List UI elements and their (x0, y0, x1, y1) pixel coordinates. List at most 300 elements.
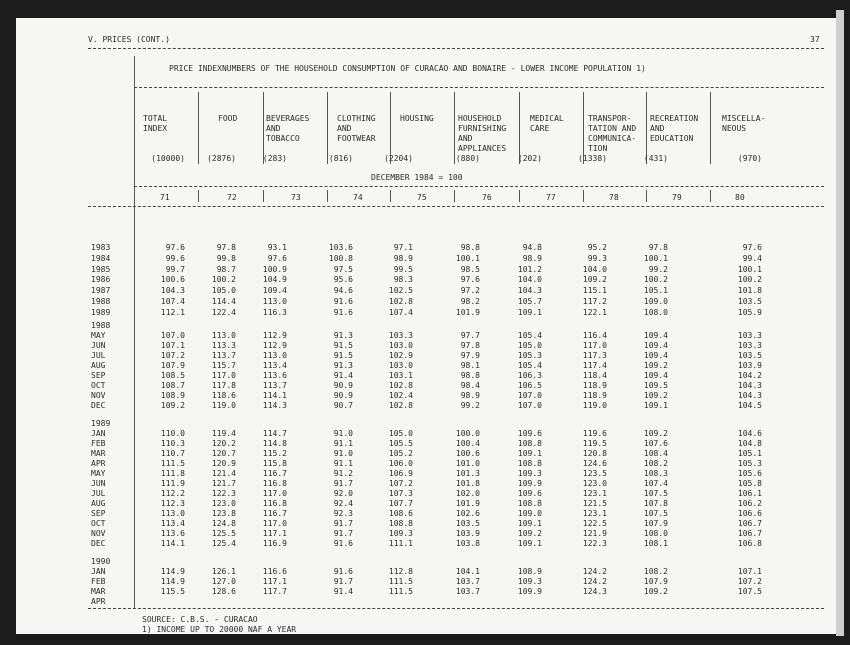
table-cell: 99.3 (587, 253, 607, 263)
column-number: 73 (291, 193, 301, 202)
table-cell: 107.9 (643, 577, 668, 586)
table-cell: 103.5 (737, 297, 762, 306)
table-cell: 124.2 (582, 567, 607, 576)
column-header: CARE (530, 124, 550, 133)
table-cell: 114.4 (211, 297, 236, 306)
table-cell: 119.4 (211, 429, 236, 438)
table-cell: 117.7 (262, 587, 287, 596)
table-cell: 100.1 (643, 253, 668, 263)
table-cell: 98.5 (460, 264, 480, 274)
row-period: DEC (91, 539, 106, 548)
table-cell: 107.4 (388, 307, 413, 317)
table-cell: 113.4 (160, 519, 185, 528)
table-cell: 107.0 (517, 391, 542, 400)
source-note: SOURCE: C.B.S. - CURACAO (142, 615, 258, 624)
column-number: 75 (417, 193, 427, 202)
row-period: FEB (91, 439, 106, 448)
table-cell: 91.7 (333, 479, 353, 488)
column-number: 78 (609, 193, 619, 202)
table-cell: 104.0 (582, 264, 607, 274)
row-period: 1985 (91, 264, 111, 274)
table-cell: 104.9 (262, 275, 287, 285)
table-cell: 105.2 (388, 449, 413, 458)
table-cell: 113.4 (262, 361, 287, 370)
table-cell: 109.2 (643, 587, 668, 596)
column-number: 71 (160, 193, 170, 202)
table-cell: 98.1 (460, 361, 480, 370)
table-cell: 98.8 (460, 243, 480, 252)
table-cell: 102.8 (388, 381, 413, 390)
column-header: AND (266, 124, 281, 133)
table-cell: 98.4 (460, 381, 480, 390)
table-cell: 91.6 (333, 539, 353, 548)
table-cell: 98.9 (460, 391, 480, 400)
table-cell: 103.7 (455, 587, 480, 596)
row-period: 1989 (91, 307, 111, 317)
table-cell: 105.4 (517, 331, 542, 340)
table-cell: 117.0 (262, 489, 287, 498)
table-cell: 123.1 (582, 509, 607, 518)
table-cell: 124.6 (582, 459, 607, 468)
divider (88, 48, 824, 49)
table-cell: 104.1 (455, 567, 480, 576)
column-header: TOTAL (143, 114, 168, 123)
table-cell: 120.7 (211, 449, 236, 458)
table-cell: 91.0 (333, 429, 353, 438)
table-cell: 120.2 (211, 439, 236, 448)
table-cell: 100.8 (328, 253, 353, 263)
table-cell: 122.3 (211, 489, 236, 498)
table-cell: 111.5 (388, 587, 413, 596)
row-period: FEB (91, 577, 106, 586)
table-cell: 111.1 (388, 539, 413, 548)
table-cell: 91.7 (333, 529, 353, 538)
table-cell: 121.7 (211, 479, 236, 488)
column-separator (198, 190, 199, 202)
table-cell: 91.1 (333, 459, 353, 468)
table-cell: 100.1 (455, 253, 480, 263)
table-cell: 123.1 (582, 489, 607, 498)
table-cell: 91.5 (333, 341, 353, 350)
table-cell: 106.0 (388, 459, 413, 468)
row-period: JUN (91, 479, 106, 488)
table-cell: 97.5 (333, 264, 353, 274)
table-cell: 100.2 (643, 275, 668, 285)
row-period: JAN (91, 429, 106, 438)
table-cell: 109.4 (643, 341, 668, 350)
table-cell: 109.1 (517, 519, 542, 528)
table-cell: 103.1 (388, 371, 413, 380)
table-cell: 104.5 (737, 401, 762, 410)
table-cell: 105.0 (211, 286, 236, 296)
column-header: NEOUS (722, 124, 747, 133)
table-cell: 109.2 (517, 529, 542, 538)
column-separator (390, 190, 391, 202)
table-cell: 105.5 (388, 439, 413, 448)
table-cell: 112.9 (262, 331, 287, 340)
table-cell: 107.3 (388, 489, 413, 498)
table-cell: 109.6 (517, 429, 542, 438)
table-cell: 111.8 (160, 469, 185, 478)
table-cell: 109.4 (262, 286, 287, 296)
table-cell: 108.2 (643, 459, 668, 468)
table-cell: 102.5 (388, 286, 413, 296)
table-cell: 104.6 (737, 429, 762, 438)
table-cell: 116.9 (262, 539, 287, 548)
table-cell: 99.2 (648, 264, 668, 274)
base-period: DECEMBER 1984 = 100 (371, 173, 463, 182)
column-header: APPLIANCES (458, 144, 507, 153)
table-cell: 102.8 (388, 401, 413, 410)
table-cell: 107.9 (643, 519, 668, 528)
table-cell: 106.9 (388, 469, 413, 478)
table-cell: 91.3 (333, 331, 353, 340)
column-weight: (816) (328, 154, 353, 163)
column-header: HOUSING (400, 114, 434, 123)
column-header: EDUCATION (650, 134, 694, 143)
table-cell: 97.8 (648, 243, 668, 252)
table-cell: 103.3 (737, 341, 762, 350)
table-cell: 113.0 (211, 331, 236, 340)
table-cell: 93.1 (267, 243, 287, 252)
column-separator (646, 190, 647, 202)
table-cell: 107.9 (160, 361, 185, 370)
page-number: 37 (810, 35, 820, 44)
table-cell: 114.1 (262, 391, 287, 400)
table-cell: 124.2 (582, 577, 607, 586)
table-cell: 91.2 (333, 469, 353, 478)
table-cell: 103.6 (328, 243, 353, 252)
table-cell: 125.4 (211, 539, 236, 548)
table-cell: 112.9 (262, 341, 287, 350)
table-cell: 112.8 (388, 567, 413, 576)
table-cell: 95.2 (587, 243, 607, 252)
table-title: PRICE INDEXNUMBERS OF THE HOUSEHOLD CONSUMPTION OF CURACAO AND BONAIRE - LOWER INCOME POPULATION 1) (169, 64, 646, 73)
table-cell: 118.9 (582, 391, 607, 400)
row-period: MAR (91, 587, 106, 596)
table-cell: 104.3 (517, 286, 542, 296)
table-cell: 97.8 (460, 341, 480, 350)
table-cell: 115.1 (582, 286, 607, 296)
table-cell: 124.3 (582, 587, 607, 596)
row-period: OCT (91, 381, 106, 390)
table-cell: 112.3 (160, 499, 185, 508)
row-period: MAR (91, 449, 106, 458)
table-cell: 113.7 (262, 381, 287, 390)
table-cell: 108.5 (160, 371, 185, 380)
table-cell: 105.0 (388, 429, 413, 438)
table-cell: 103.0 (388, 361, 413, 370)
table-cell: 109.2 (643, 429, 668, 438)
table-cell: 109.4 (643, 371, 668, 380)
column-header: AND (458, 134, 473, 143)
table-cell: 117.1 (262, 577, 287, 586)
table-cell: 109.9 (517, 479, 542, 488)
table-cell: 104.3 (737, 381, 762, 390)
table-cell: 101.3 (455, 469, 480, 478)
row-period: MAY (91, 331, 106, 340)
table-cell: 113.0 (160, 509, 185, 518)
table-cell: 116.4 (582, 331, 607, 340)
table-cell: 108.2 (643, 567, 668, 576)
table-cell: 107.8 (643, 499, 668, 508)
document-page (16, 18, 836, 634)
table-cell: 110.7 (160, 449, 185, 458)
column-number: 77 (546, 193, 556, 202)
table-cell: 100.2 (737, 275, 762, 285)
table-cell: 97.9 (460, 351, 480, 360)
table-cell: 97.2 (460, 286, 480, 296)
table-cell: 108.3 (643, 469, 668, 478)
table-cell: 114.1 (160, 539, 185, 548)
table-cell: 103.8 (455, 539, 480, 548)
table-cell: 121.5 (582, 499, 607, 508)
table-cell: 109.1 (643, 401, 668, 410)
table-cell: 109.4 (643, 351, 668, 360)
table-cell: 105.9 (737, 307, 762, 317)
table-cell: 123.8 (211, 509, 236, 518)
table-cell: 105.8 (737, 479, 762, 488)
table-cell: 113.3 (211, 341, 236, 350)
table-cell: 118.6 (211, 391, 236, 400)
table-cell: 117.8 (211, 381, 236, 390)
table-cell: 122.4 (211, 307, 236, 317)
table-cell: 105.7 (517, 297, 542, 306)
table-cell: 99.8 (216, 253, 236, 263)
table-cell: 125.5 (211, 529, 236, 538)
table-cell: 101.2 (517, 264, 542, 274)
table-cell: 101.9 (455, 499, 480, 508)
table-cell: 109.5 (643, 381, 668, 390)
table-cell: 101.8 (737, 286, 762, 296)
column-header: TATION AND (588, 124, 637, 133)
row-period: SEP (91, 371, 106, 380)
table-cell: 108.1 (643, 539, 668, 548)
divider (134, 87, 824, 88)
table-cell: 105.1 (643, 286, 668, 296)
column-header: MISCELLA- (722, 114, 766, 123)
page-edge (836, 10, 844, 636)
table-cell: 108.8 (388, 519, 413, 528)
table-cell: 115.7 (211, 361, 236, 370)
table-cell: 106.7 (737, 529, 762, 538)
table-cell: 116.8 (262, 499, 287, 508)
table-cell: 108.0 (643, 529, 668, 538)
row-period: APR (91, 459, 106, 468)
table-cell: 91.4 (333, 371, 353, 380)
table-cell: 92.4 (333, 499, 353, 508)
table-cell: 109.9 (517, 587, 542, 596)
table-cell: 124.8 (211, 519, 236, 528)
table-cell: 107.5 (643, 509, 668, 518)
table-cell: 97.8 (216, 243, 236, 252)
column-number: 76 (482, 193, 492, 202)
column-header: HOUSEHOLD (458, 114, 502, 123)
table-cell: 116.3 (262, 307, 287, 317)
table-cell: 116.7 (262, 509, 287, 518)
column-header: MEDICAL (530, 114, 564, 123)
table-cell: 97.1 (393, 243, 413, 252)
table-cell: 114.9 (160, 567, 185, 576)
column-separator (583, 190, 584, 202)
table-cell: 103.9 (455, 529, 480, 538)
table-cell: 95.6 (333, 275, 353, 285)
table-cell: 103.7 (455, 577, 480, 586)
column-header: AND (650, 124, 665, 133)
column-header: COMMUNICA- (588, 134, 637, 143)
column-number: 80 (735, 193, 745, 202)
table-cell: 98.9 (393, 253, 413, 263)
table-cell: 107.2 (388, 479, 413, 488)
row-period: NOV (91, 391, 106, 400)
table-cell: 105.1 (737, 449, 762, 458)
table-cell: 117.0 (582, 341, 607, 350)
column-header: INDEX (143, 124, 168, 133)
table-cell: 103.0 (388, 341, 413, 350)
table-cell: 109.1 (517, 449, 542, 458)
table-cell: 114.9 (160, 577, 185, 586)
table-cell: 106.8 (737, 539, 762, 548)
table-cell: 103.3 (737, 331, 762, 340)
table-cell: 107.4 (160, 297, 185, 306)
table-cell: 109.0 (643, 297, 668, 306)
table-cell: 99.5 (393, 264, 413, 274)
table-cell: 103.3 (388, 331, 413, 340)
row-period: APR (91, 597, 106, 606)
table-cell: 99.2 (460, 401, 480, 410)
table-cell: 108.8 (517, 439, 542, 448)
table-cell: 91.5 (333, 351, 353, 360)
footnote: 1) INCOME UP TO 20000 NAF A YEAR (142, 625, 297, 634)
table-cell: 91.6 (333, 297, 353, 306)
table-cell: 122.5 (582, 519, 607, 528)
divider (88, 608, 824, 609)
table-cell: 91.6 (333, 307, 353, 317)
table-cell: 108.6 (388, 509, 413, 518)
column-header: AND (337, 124, 352, 133)
table-cell: 123.0 (582, 479, 607, 488)
row-period: OCT (91, 519, 106, 528)
table-cell: 117.4 (582, 361, 607, 370)
table-cell: 108.7 (160, 381, 185, 390)
table-cell: 101.8 (455, 479, 480, 488)
table-cell: 116.6 (262, 567, 287, 576)
column-separator (327, 190, 328, 202)
table-cell: 119.5 (582, 439, 607, 448)
table-cell: 117.1 (262, 529, 287, 538)
table-cell: 109.2 (643, 391, 668, 400)
table-cell: 110.0 (160, 429, 185, 438)
table-cell: 106.7 (737, 519, 762, 528)
table-cell: 105.3 (517, 351, 542, 360)
table-cell: 109.3 (517, 577, 542, 586)
table-cell: 107.5 (737, 587, 762, 596)
table-cell: 105.0 (517, 341, 542, 350)
column-weight: (283) (262, 154, 287, 163)
table-cell: 98.2 (460, 297, 480, 306)
table-cell: 122.1 (582, 307, 607, 317)
column-header: TRANSPOR- (588, 114, 632, 123)
table-cell: 99.4 (742, 253, 762, 263)
table-cell: 91.0 (333, 449, 353, 458)
table-cell: 106.6 (737, 509, 762, 518)
table-cell: 121.4 (211, 469, 236, 478)
table-cell: 97.6 (267, 253, 287, 263)
column-weight: (431) (643, 154, 668, 163)
table-cell: 94.8 (522, 243, 542, 252)
table-cell: 105.3 (737, 459, 762, 468)
table-cell: 107.7 (388, 499, 413, 508)
column-header: BEVERAGES (266, 114, 310, 123)
table-cell: 109.3 (388, 529, 413, 538)
table-cell: 91.7 (333, 519, 353, 528)
table-cell: 100.4 (455, 439, 480, 448)
table-cell: 109.3 (517, 469, 542, 478)
table-cell: 109.1 (517, 307, 542, 317)
table-cell: 120.8 (582, 449, 607, 458)
column-weight: (1338) (578, 154, 607, 163)
table-cell: 126.1 (211, 567, 236, 576)
year-group-label: 1990 (91, 557, 111, 566)
year-group-label: 1988 (91, 321, 111, 330)
row-period: AUG (91, 499, 106, 508)
table-cell: 114.8 (262, 439, 287, 448)
table-cell: 115.2 (262, 449, 287, 458)
table-cell: 90.7 (333, 401, 353, 410)
section-header: V. PRICES (CONT.) (88, 35, 170, 44)
table-cell: 100.1 (737, 264, 762, 274)
table-cell: 97.6 (165, 243, 185, 252)
table-cell: 118.4 (582, 371, 607, 380)
table-cell: 113.6 (262, 371, 287, 380)
row-period: JUL (91, 489, 106, 498)
column-separator (263, 190, 264, 202)
table-cell: 100.9 (262, 264, 287, 274)
table-cell: 107.0 (160, 331, 185, 340)
row-period: JUN (91, 341, 106, 350)
table-cell: 113.0 (262, 351, 287, 360)
row-period: 1988 (91, 297, 111, 306)
table-cell: 94.6 (333, 286, 353, 296)
table-cell: 111.9 (160, 479, 185, 488)
table-cell: 103.5 (737, 351, 762, 360)
table-cell: 100.2 (211, 275, 236, 285)
table-cell: 91.1 (333, 439, 353, 448)
table-cell: 106.5 (517, 381, 542, 390)
table-cell: 101.9 (455, 307, 480, 317)
table-cell: 109.4 (643, 331, 668, 340)
table-cell: 113.6 (160, 529, 185, 538)
table-cell: 109.1 (517, 539, 542, 548)
table-cell: 119.0 (582, 401, 607, 410)
table-cell: 108.9 (160, 391, 185, 400)
table-cell: 99.7 (165, 264, 185, 274)
table-cell: 122.3 (582, 539, 607, 548)
table-cell: 104.3 (160, 286, 185, 296)
table-cell: 107.0 (517, 401, 542, 410)
table-cell: 119.0 (211, 401, 236, 410)
row-period: AUG (91, 361, 106, 370)
column-header: CLOTHING (337, 114, 376, 123)
table-cell: 111.5 (388, 577, 413, 586)
column-weight: (2204) (384, 154, 413, 163)
row-period: JAN (91, 567, 106, 576)
column-header: FURNISHING (458, 124, 507, 133)
table-cell: 115.5 (160, 587, 185, 596)
table-cell: 103.5 (455, 519, 480, 528)
table-cell: 108.8 (517, 499, 542, 508)
table-cell: 104.0 (517, 275, 542, 285)
